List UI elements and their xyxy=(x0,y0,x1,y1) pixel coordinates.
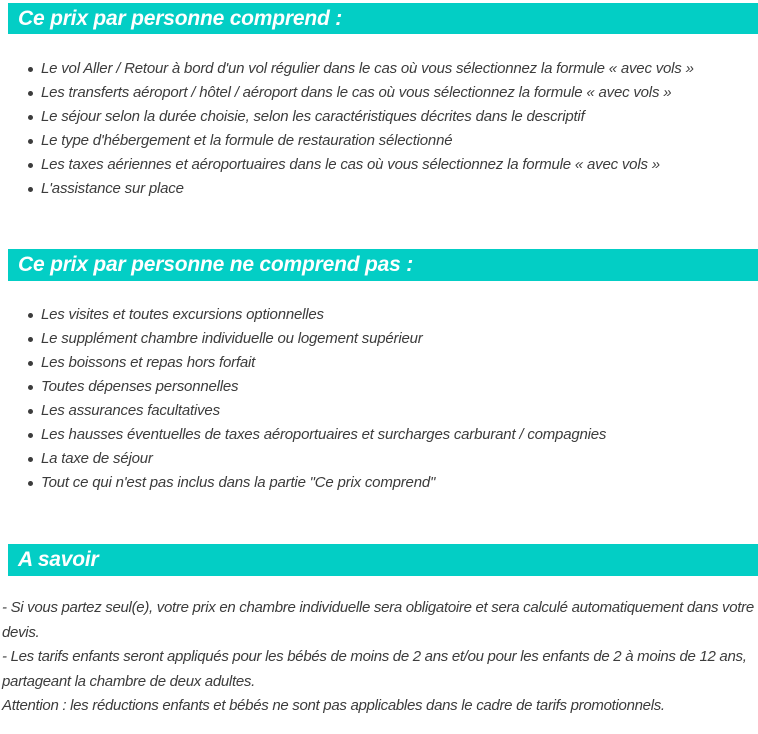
good-to-know-notes xyxy=(0,596,758,719)
price-includes-section xyxy=(0,3,758,201)
list-item: Les visites et toutes excursions optionnelles xyxy=(41,303,748,327)
list-item: Les hausses éventuelles de taxes aéroportuaires et surcharges carburant / compagnies xyxy=(41,423,748,447)
list-item: Toutes dépenses personnelles xyxy=(41,375,748,399)
price-excludes-section xyxy=(0,249,758,495)
good-to-know-title: A savoir xyxy=(8,544,758,576)
good-to-know-section xyxy=(0,544,758,719)
note-paragraph: Attention : les réductions enfants et bébés ne sont pas applicables dans le cadre de tarifs promotionnels. xyxy=(2,697,665,714)
list-item: La taxe de séjour xyxy=(41,447,748,471)
note-paragraph: - Les tarifs enfants seront appliqués pour les bébés de moins de 2 ans et/ou pour les enfants de 2 à moins de 12 ans, partageant la chambre de deux adultes. xyxy=(2,648,747,690)
note-paragraph: - Si vous partez seul(e), votre prix en chambre individuelle sera obligatoire et sera calculé automatiquement dans votre devis. xyxy=(2,599,754,641)
list-item: Le type d'hébergement et la formule de restauration sélectionné xyxy=(41,129,748,153)
price-includes-title: Ce prix par personne comprend : xyxy=(8,3,758,34)
list-item: Les transferts aéroport / hôtel / aéroport dans le cas où vous sélectionnez la formule « avec vols » xyxy=(41,81,748,105)
price-excludes-list xyxy=(0,303,758,495)
list-item: Tout ce qui n'est pas inclus dans la partie "Ce prix comprend" xyxy=(41,471,748,495)
price-includes-list xyxy=(0,57,758,201)
list-item: Les assurances facultatives xyxy=(41,399,748,423)
list-item: Le supplément chambre individuelle ou logement supérieur xyxy=(41,327,748,351)
list-item: L'assistance sur place xyxy=(41,177,748,201)
list-item: Le séjour selon la durée choisie, selon les caractéristiques décrites dans le descriptif xyxy=(41,105,748,129)
list-item: Le vol Aller / Retour à bord d'un vol régulier dans le cas où vous sélectionnez la formule « avec vols » xyxy=(41,57,748,81)
list-item: Les boissons et repas hors forfait xyxy=(41,351,748,375)
list-item: Les taxes aériennes et aéroportuaires dans le cas où vous sélectionnez la formule « avec vols » xyxy=(41,153,748,177)
price-excludes-title: Ce prix par personne ne comprend pas : xyxy=(8,249,758,281)
